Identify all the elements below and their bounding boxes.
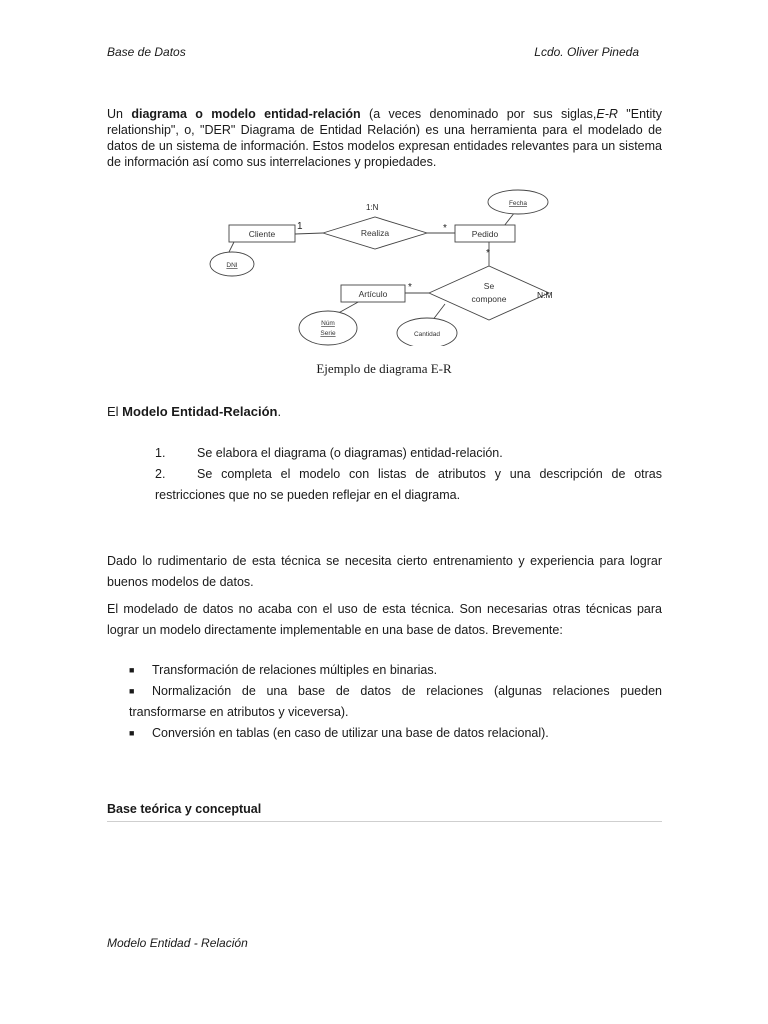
card-many-articulo: * <box>408 282 412 293</box>
paragraph-rudimentario: Dado lo rudimentario de esta técnica se necesita cierto entrenamiento y experiencia para lograr buenos modelos de datos. <box>107 554 662 589</box>
relation-se-compone <box>429 266 549 320</box>
section-divider <box>107 821 662 822</box>
header-right: Lcdo. Oliver Pineda <box>534 45 639 59</box>
intro-mid: (a veces denominado por sus siglas, <box>360 107 597 121</box>
dni-label: DNI <box>226 262 238 269</box>
card-one: 1 <box>297 221 303 232</box>
list-item <box>129 723 662 744</box>
intro-italic: E-R <box>596 107 618 121</box>
paragraph-modelado: El modelado de datos no acaba con el uso de esta técnica. Son necesarias otras técnicas para lograr un modelo directamente implementable en una base de datos. Brevemente: <box>107 602 662 637</box>
list-item <box>155 443 662 464</box>
intro-prefix: Un <box>107 107 132 121</box>
se-compone-label-1: Se <box>483 281 495 291</box>
modelo-suffix: . <box>277 404 282 419</box>
bullet-text: Normalización de una base de datos de relaciones (algunas relaciones pueden transformarse en atributos y viceversa). <box>129 684 662 719</box>
modelo-bold: Modelo Entidad-Relación <box>122 404 278 419</box>
cliente-label: Cliente <box>248 229 276 239</box>
section-title: Base teórica y conceptual <box>107 802 262 816</box>
step-number: 2. <box>155 467 166 481</box>
card-compone-type: N:M <box>537 290 553 300</box>
modelo-prefix: El <box>107 404 123 419</box>
bullet-text: Conversión en tablas (en caso de utilizar una base de datos relacional). <box>152 726 549 740</box>
bullet-icon: ■ <box>129 665 135 675</box>
step-text: Se elabora el diagrama (o diagramas) entidad-relación. <box>197 446 503 460</box>
card-realiza-type: 1:N <box>366 203 379 212</box>
list-item <box>129 660 662 681</box>
step-number: 1. <box>155 446 166 460</box>
cantidad-label: Cantidad <box>413 331 441 338</box>
intro-paragraph <box>107 106 662 170</box>
num-serie-label-2: Serie <box>320 330 336 337</box>
realiza-label: Realiza <box>360 228 390 238</box>
articulo-label: Artículo <box>358 289 388 299</box>
attribute-num-serie <box>299 311 357 345</box>
diagram-caption: Ejemplo de diagrama E-R <box>316 361 452 376</box>
card-many-pedido-bottom: * <box>486 248 490 259</box>
fecha-label: Fecha <box>508 200 528 207</box>
list-item <box>155 464 662 506</box>
se-compone-label-2: compone <box>471 294 507 304</box>
bullet-list <box>129 660 662 744</box>
er-diagram <box>200 186 570 346</box>
card-many-pedido: * <box>443 223 447 234</box>
list-item <box>129 681 662 723</box>
intro-bold: diagrama o modelo entidad-relación <box>131 107 361 121</box>
intro-suffix: "Entity relationship", o, "DER" Diagrama de Entidad Relación) es una herramienta para el modelado de datos de un sistema de información. Estos modelos expresan entidades relevantes para un sistema de información así como sus interrelaciones y propiedades. <box>107 107 663 169</box>
bullet-text: Transformación de relaciones múltiples en binarias. <box>152 663 438 677</box>
modelo-heading <box>107 404 281 419</box>
bullet-icon: ■ <box>129 728 135 738</box>
step-text: Se completa el modelo con listas de atributos y una descripción de otras restricciones que no se pueden reflejar en el diagrama. <box>155 467 662 502</box>
pedido-label: Pedido <box>471 229 499 239</box>
footer-text: Modelo Entidad - Relación <box>107 936 248 950</box>
header-left: Base de Datos <box>107 45 186 59</box>
steps-list <box>155 443 662 506</box>
bullet-icon: ■ <box>129 686 135 696</box>
num-serie-label-1: Núm <box>321 320 335 327</box>
line-cliente-realiza <box>295 233 323 234</box>
